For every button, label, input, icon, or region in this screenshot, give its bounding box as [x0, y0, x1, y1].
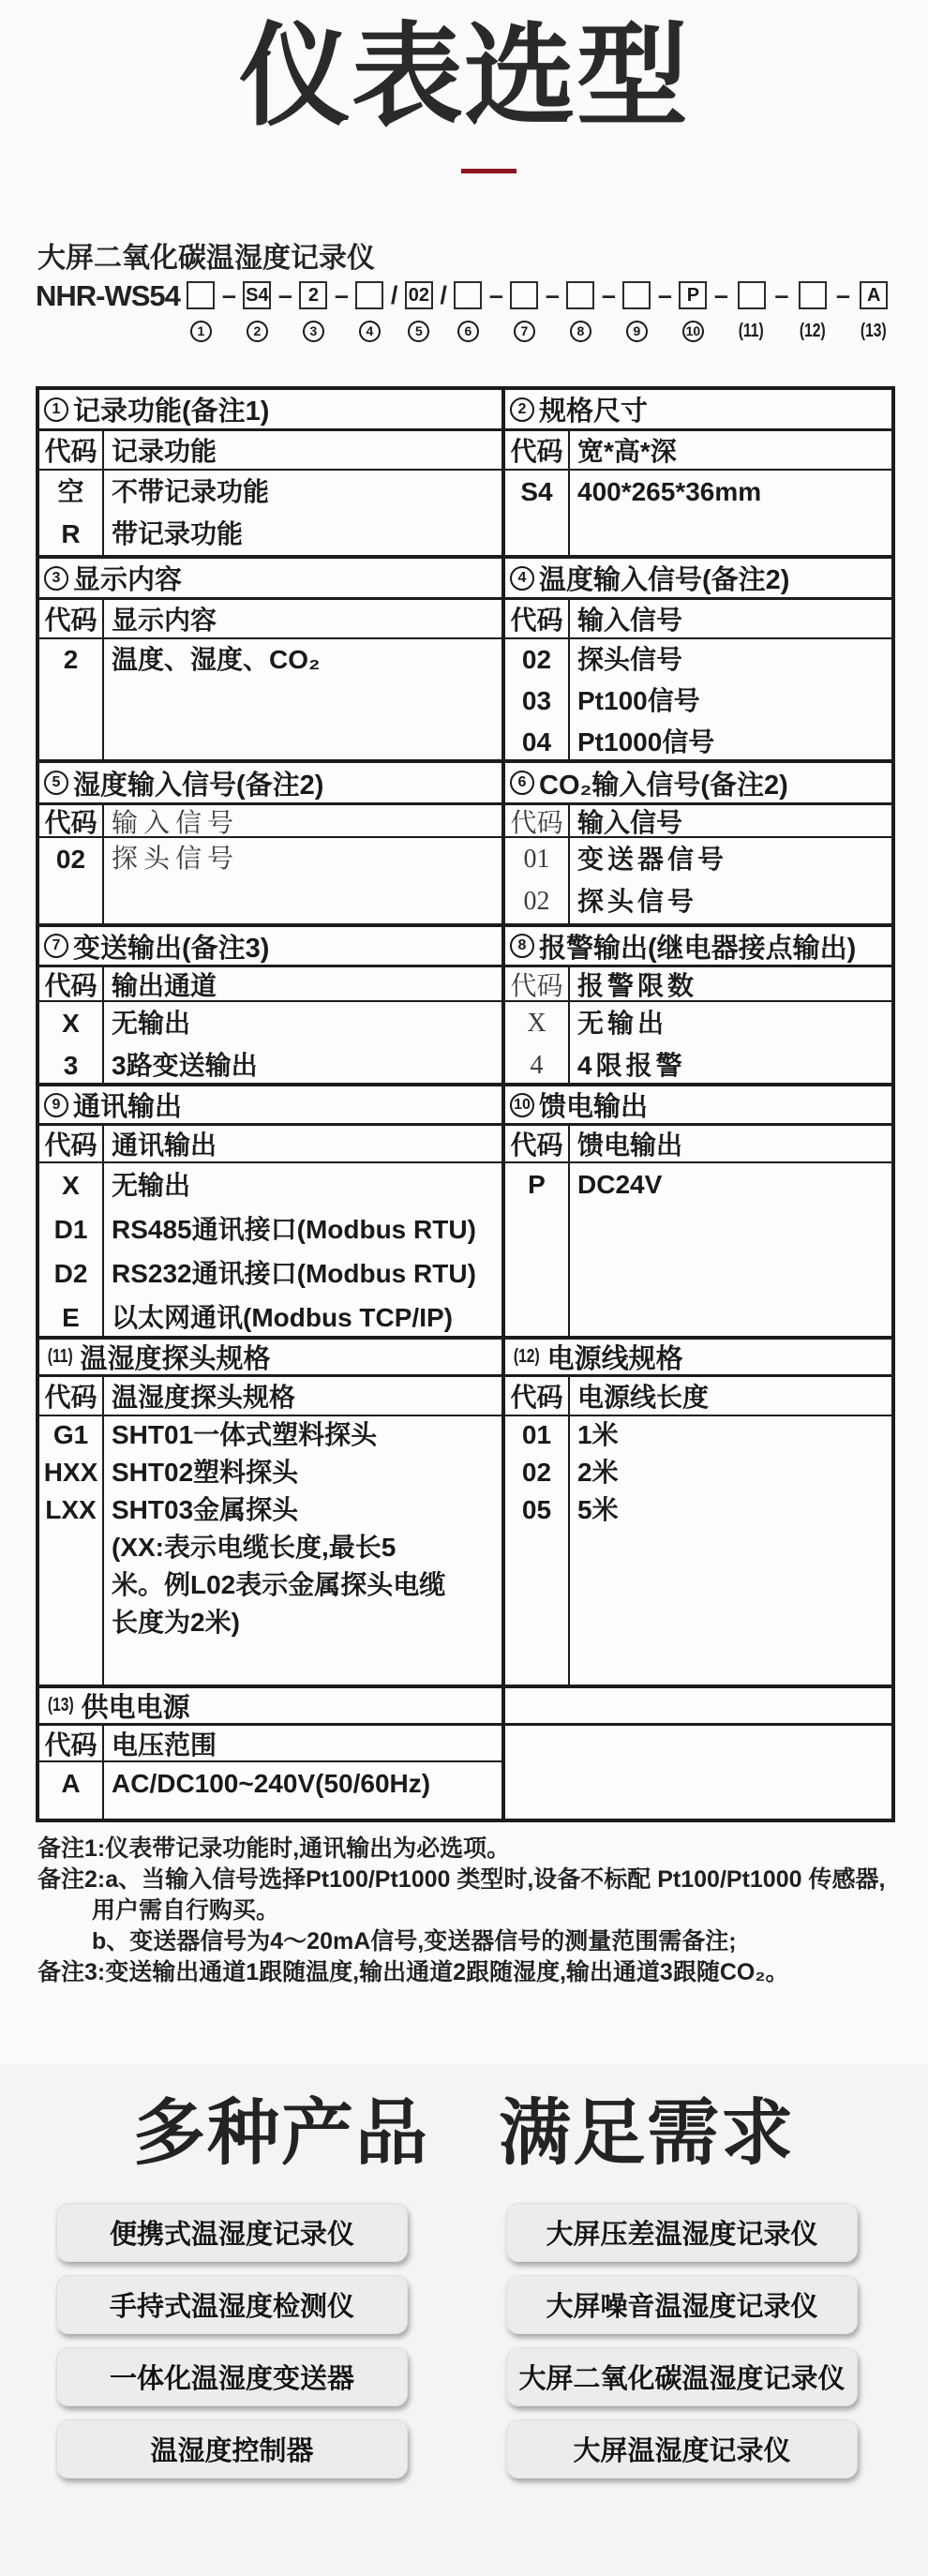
model-slot-8 [566, 281, 594, 342]
label-header: 输出通道 [112, 970, 217, 1000]
model-box-5: 02 [405, 281, 433, 309]
model-box-3: 2 [299, 281, 327, 309]
code-cell: A [61, 1769, 81, 1798]
table-probe-spec [39, 1340, 505, 1685]
table-transmit-output [39, 927, 505, 1083]
note-line: 备注3:变送输出通道1跟随温度,输出通道2跟随湿度,输出通道3跟随CO₂。 [37, 1959, 789, 1985]
spec-tables [36, 386, 895, 1822]
table-dimensions [505, 390, 891, 555]
code-header: 代码 [505, 600, 570, 637]
code-header: 代码 [39, 600, 104, 637]
table-pair-13 [39, 1688, 891, 1819]
slot-number-11: (11) [739, 320, 765, 341]
model-separator: – [221, 281, 236, 309]
table-number-icon: 3 [44, 566, 68, 591]
product-button-pressure-recorder[interactable]: 大屏压差温湿度记录仪 [506, 2203, 858, 2262]
table-pair-7-8 [39, 927, 891, 1086]
code-cell: 3 [63, 1051, 79, 1080]
model-separator: – [488, 281, 503, 309]
model-slot-5 [405, 281, 433, 342]
product-button-integrated-transmitter[interactable]: 一体化温湿度变送器 [56, 2347, 408, 2406]
product-button-temphumidity-recorder[interactable]: 大屏温湿度记录仪 [506, 2419, 858, 2479]
table-temp-input-signal [505, 559, 891, 759]
product-button-controller[interactable]: 温湿度控制器 [56, 2419, 408, 2479]
model-box-9 [622, 281, 651, 309]
model-box-10: P [679, 281, 707, 309]
label-cell: SHT02塑料探头 [112, 1458, 299, 1487]
label-cell: DC24V [577, 1170, 663, 1199]
model-box-7 [510, 281, 538, 309]
label-cell: 5米 [577, 1495, 619, 1524]
code-cell: 04 [521, 727, 552, 756]
label-cell: Pt100信号 [577, 686, 700, 715]
label-cell: RS232通讯接口(Modbus RTU) [112, 1259, 476, 1288]
label-header: 记录功能 [112, 437, 217, 466]
red-divider [461, 169, 516, 173]
model-box-4 [355, 281, 383, 309]
code-cell: 02 [523, 887, 550, 916]
code-header: 代码 [39, 967, 104, 1000]
table-number-icon: 7 [44, 934, 68, 958]
label-cell: 探头信号 [577, 887, 698, 916]
label-cell: 长度为2米) [112, 1608, 240, 1637]
label-cell: Pt1000信号 [577, 727, 715, 756]
code-cell: 02 [55, 845, 86, 874]
label-header: 输入信号 [577, 606, 683, 635]
product-button-co2-recorder[interactable]: 大屏二氧化碳温湿度记录仪 [506, 2347, 858, 2406]
label-cell: 变送器信号 [577, 845, 728, 874]
label-header: 宽*高*深 [577, 437, 677, 466]
code-header: 代码 [39, 431, 104, 469]
table-number-icon: 4 [510, 566, 534, 591]
label-cell: 探头信号 [112, 845, 240, 874]
label-cell: 温度、湿度、CO₂ [112, 645, 321, 674]
label-cell: 2米 [577, 1458, 619, 1487]
slot-number-10: 10 [682, 321, 704, 342]
headline-right: 满足需求 [499, 2093, 795, 2174]
label-cell: 带记录功能 [112, 519, 244, 548]
code-header: 代码 [39, 805, 104, 836]
table-comm-output [39, 1086, 505, 1336]
table-title: 温度输入信号(备注2) [539, 565, 790, 595]
slot-number-9: 9 [626, 321, 648, 342]
model-slot-2 [243, 281, 271, 342]
code-cell [39, 1529, 102, 1566]
label-header: 输入信号 [112, 808, 240, 838]
code-header: 代码 [505, 967, 570, 1000]
table-number-icon: 5 [44, 771, 68, 795]
model-box-8 [566, 281, 594, 309]
label-header: 通讯输出 [112, 1131, 217, 1160]
table-power-cord-spec [505, 1340, 891, 1685]
model-separator: / [440, 281, 447, 309]
label-cell: 4限报警 [577, 1051, 686, 1080]
table-title: 湿度输入信号(备注2) [73, 770, 324, 801]
table-record-function [39, 390, 505, 555]
products-section [0, 2064, 928, 2576]
code-cell: G1 [52, 1420, 89, 1449]
product-name: 大屏二氧化碳温湿度记录仪 [37, 243, 375, 274]
model-slot-9 [622, 281, 651, 342]
model-slot-7 [510, 281, 538, 342]
code-cell: 空 [57, 477, 84, 506]
model-box-2: S4 [243, 281, 271, 309]
table-number-icon: 10 [510, 1093, 534, 1117]
table-title: 温湿度探头规格 [80, 1344, 271, 1374]
products-headline [0, 2075, 928, 2179]
table-title: 供电电源 [81, 1693, 190, 1723]
model-separator: – [713, 281, 728, 309]
code-cell: 4 [530, 1051, 544, 1080]
label-cell: 以太网通讯(Modbus TCP/IP) [112, 1303, 453, 1332]
slot-number-8: 8 [570, 321, 591, 342]
model-separator: – [774, 281, 789, 309]
model-box-1 [187, 281, 215, 309]
table-pair-1-2 [39, 390, 891, 559]
table-co2-input-signal [505, 763, 891, 923]
model-slot-4 [355, 281, 383, 342]
table-title: 电源线规格 [546, 1344, 683, 1374]
product-button-column-left [56, 2203, 408, 2479]
code-cell: R [61, 519, 81, 548]
table-pair-3-4 [39, 559, 891, 763]
table-number-icon: (11) [47, 1346, 73, 1367]
code-cell: D2 [53, 1259, 88, 1288]
empty-header-cell [505, 1688, 891, 1726]
label-cell: 米。例L02表示金属探头电缆 [112, 1570, 446, 1599]
label-cell: 无输出 [112, 1009, 191, 1038]
table-title: CO₂输入信号(备注2) [539, 770, 788, 801]
label-header: 报警限数 [577, 970, 698, 1000]
model-separator: – [835, 281, 850, 309]
table-number-icon: 8 [510, 934, 534, 958]
label-cell: AC/DC100~240V(50/60Hz) [112, 1769, 431, 1798]
table-title: 规格尺寸 [539, 397, 649, 427]
table-display-content [39, 559, 505, 759]
code-header: 代码 [505, 1126, 570, 1161]
model-slot-12 [796, 281, 830, 342]
table-number-icon: 2 [510, 397, 534, 422]
slot-number-12: (12) [799, 320, 826, 341]
code-cell: X [62, 1009, 80, 1038]
code-cell: D1 [53, 1215, 88, 1244]
slot-number-5: 5 [408, 321, 429, 342]
model-box-6 [454, 281, 482, 309]
slot-number-3: 3 [303, 321, 324, 342]
model-box-12 [799, 281, 827, 309]
label-cell: 无输出 [577, 1009, 668, 1038]
model-separator: – [601, 281, 616, 309]
label-cell: 探头信号 [577, 645, 683, 674]
code-cell: 01 [523, 845, 550, 874]
label-header: 电压范围 [112, 1730, 217, 1760]
table-pair-11-12 [39, 1340, 891, 1688]
table-title: 通讯输出 [73, 1092, 183, 1122]
note-line: b、变送器信号为4～20mA信号,变送器信号的测量范围需备注; [92, 1928, 737, 1954]
page-title: 仪表选型 [239, 14, 689, 139]
code-cell: X [527, 1009, 546, 1038]
label-cell: SHT01一体式塑料探头 [112, 1420, 378, 1449]
code-cell [39, 1604, 102, 1641]
table-number-icon: 9 [44, 1093, 68, 1117]
table-title: 显示内容 [73, 565, 183, 595]
label-cell: RS485通讯接口(Modbus RTU) [112, 1215, 476, 1244]
model-separator: – [334, 281, 349, 309]
code-header: 代码 [39, 1377, 104, 1415]
product-button-noise-recorder[interactable]: 大屏噪音温湿度记录仪 [506, 2275, 858, 2334]
model-slot-1 [187, 281, 215, 342]
footnotes [37, 1834, 909, 1988]
model-prefix: NHR-WS54 [36, 279, 180, 312]
table-pair-5-6 [39, 763, 891, 927]
table-number-icon: 6 [510, 771, 534, 795]
label-cell: 1米 [577, 1420, 619, 1449]
code-cell: 02 [521, 1458, 552, 1487]
slot-number-6: 6 [457, 321, 479, 342]
table-title: 报警输出(继电器接点输出) [539, 933, 857, 964]
model-separator: – [277, 281, 292, 309]
label-header: 馈电输出 [577, 1131, 683, 1160]
table-number-icon: (12) [513, 1346, 540, 1367]
label-header: 温湿度探头规格 [112, 1383, 296, 1412]
slot-number-2: 2 [247, 321, 268, 342]
product-button-column-right [506, 2203, 858, 2479]
code-cell: 01 [521, 1420, 552, 1449]
label-cell: 不带记录功能 [112, 477, 270, 506]
slot-number-1: 1 [190, 321, 212, 342]
code-cell: HXX [43, 1458, 98, 1487]
empty-cell [505, 1688, 891, 1819]
model-slot-13 [857, 281, 891, 342]
model-slot-11 [735, 281, 767, 342]
label-cell: 400*265*36mm [577, 477, 762, 506]
code-cell: S4 [520, 477, 553, 506]
model-box-11 [738, 281, 766, 309]
table-pair-9-10 [39, 1086, 891, 1340]
code-header: 代码 [505, 431, 570, 469]
model-slot-6 [454, 281, 482, 342]
table-humidity-input-signal [39, 763, 505, 923]
code-cell: 02 [521, 645, 552, 674]
code-cell: E [62, 1303, 80, 1332]
code-cell: X [62, 1171, 80, 1200]
headline-left: 多种产品 [133, 2093, 429, 2174]
table-number-icon: 1 [44, 397, 68, 422]
model-separator: – [657, 281, 672, 309]
note-line: 备注1:仪表带记录功能时,通讯输出为必选项。 [37, 1835, 511, 1862]
product-button-handheld-detector[interactable]: 手持式温湿度检测仪 [56, 2275, 408, 2334]
table-title: 馈电输出 [539, 1092, 649, 1122]
slot-number-13: (13) [861, 320, 888, 341]
model-separator: – [545, 281, 560, 309]
model-separator: / [390, 281, 398, 309]
code-cell: 05 [521, 1495, 552, 1524]
model-box-13: A [860, 281, 888, 309]
code-cell: LXX [45, 1495, 97, 1524]
model-slot-3 [299, 281, 327, 342]
code-header: 代码 [39, 1126, 104, 1161]
code-cell [39, 1566, 102, 1604]
label-cell: 3路变送输出 [112, 1051, 258, 1080]
code-header: 代码 [39, 1726, 104, 1760]
table-title: 变送输出(备注3) [73, 933, 270, 964]
label-header: 电源线长度 [577, 1383, 710, 1412]
label-cell: SHT03金属探头 [112, 1495, 299, 1524]
table-number-icon: (13) [47, 1695, 74, 1715]
note-line: 用户需自行购买。 [92, 1897, 280, 1924]
slot-number-7: 7 [514, 321, 535, 342]
code-cell: P [528, 1170, 546, 1199]
table-feed-output [505, 1086, 891, 1336]
code-header: 代码 [505, 805, 570, 836]
code-cell: 2 [63, 645, 79, 674]
slot-number-4: 4 [359, 321, 381, 342]
table-alarm-output [505, 927, 891, 1083]
label-header: 显示内容 [112, 606, 217, 635]
code-header: 代码 [505, 1377, 570, 1415]
label-header: 输入信号 [577, 807, 683, 837]
model-slot-10 [679, 281, 707, 342]
table-power-supply [39, 1688, 505, 1819]
code-cell: 03 [521, 686, 552, 715]
note-line: 备注2:a、当输入信号选择Pt100/Pt1000 类型时,设备不标配 Pt100/Pt1000 传感器, [37, 1866, 886, 1893]
model-code-line [36, 281, 891, 342]
label-cell: (XX:表示电缆长度,最长5 [112, 1533, 397, 1562]
label-cell: 无输出 [112, 1171, 191, 1200]
product-button-portable-recorder[interactable]: 便携式温湿度记录仪 [56, 2203, 408, 2262]
table-title: 记录功能(备注1) [73, 397, 270, 427]
